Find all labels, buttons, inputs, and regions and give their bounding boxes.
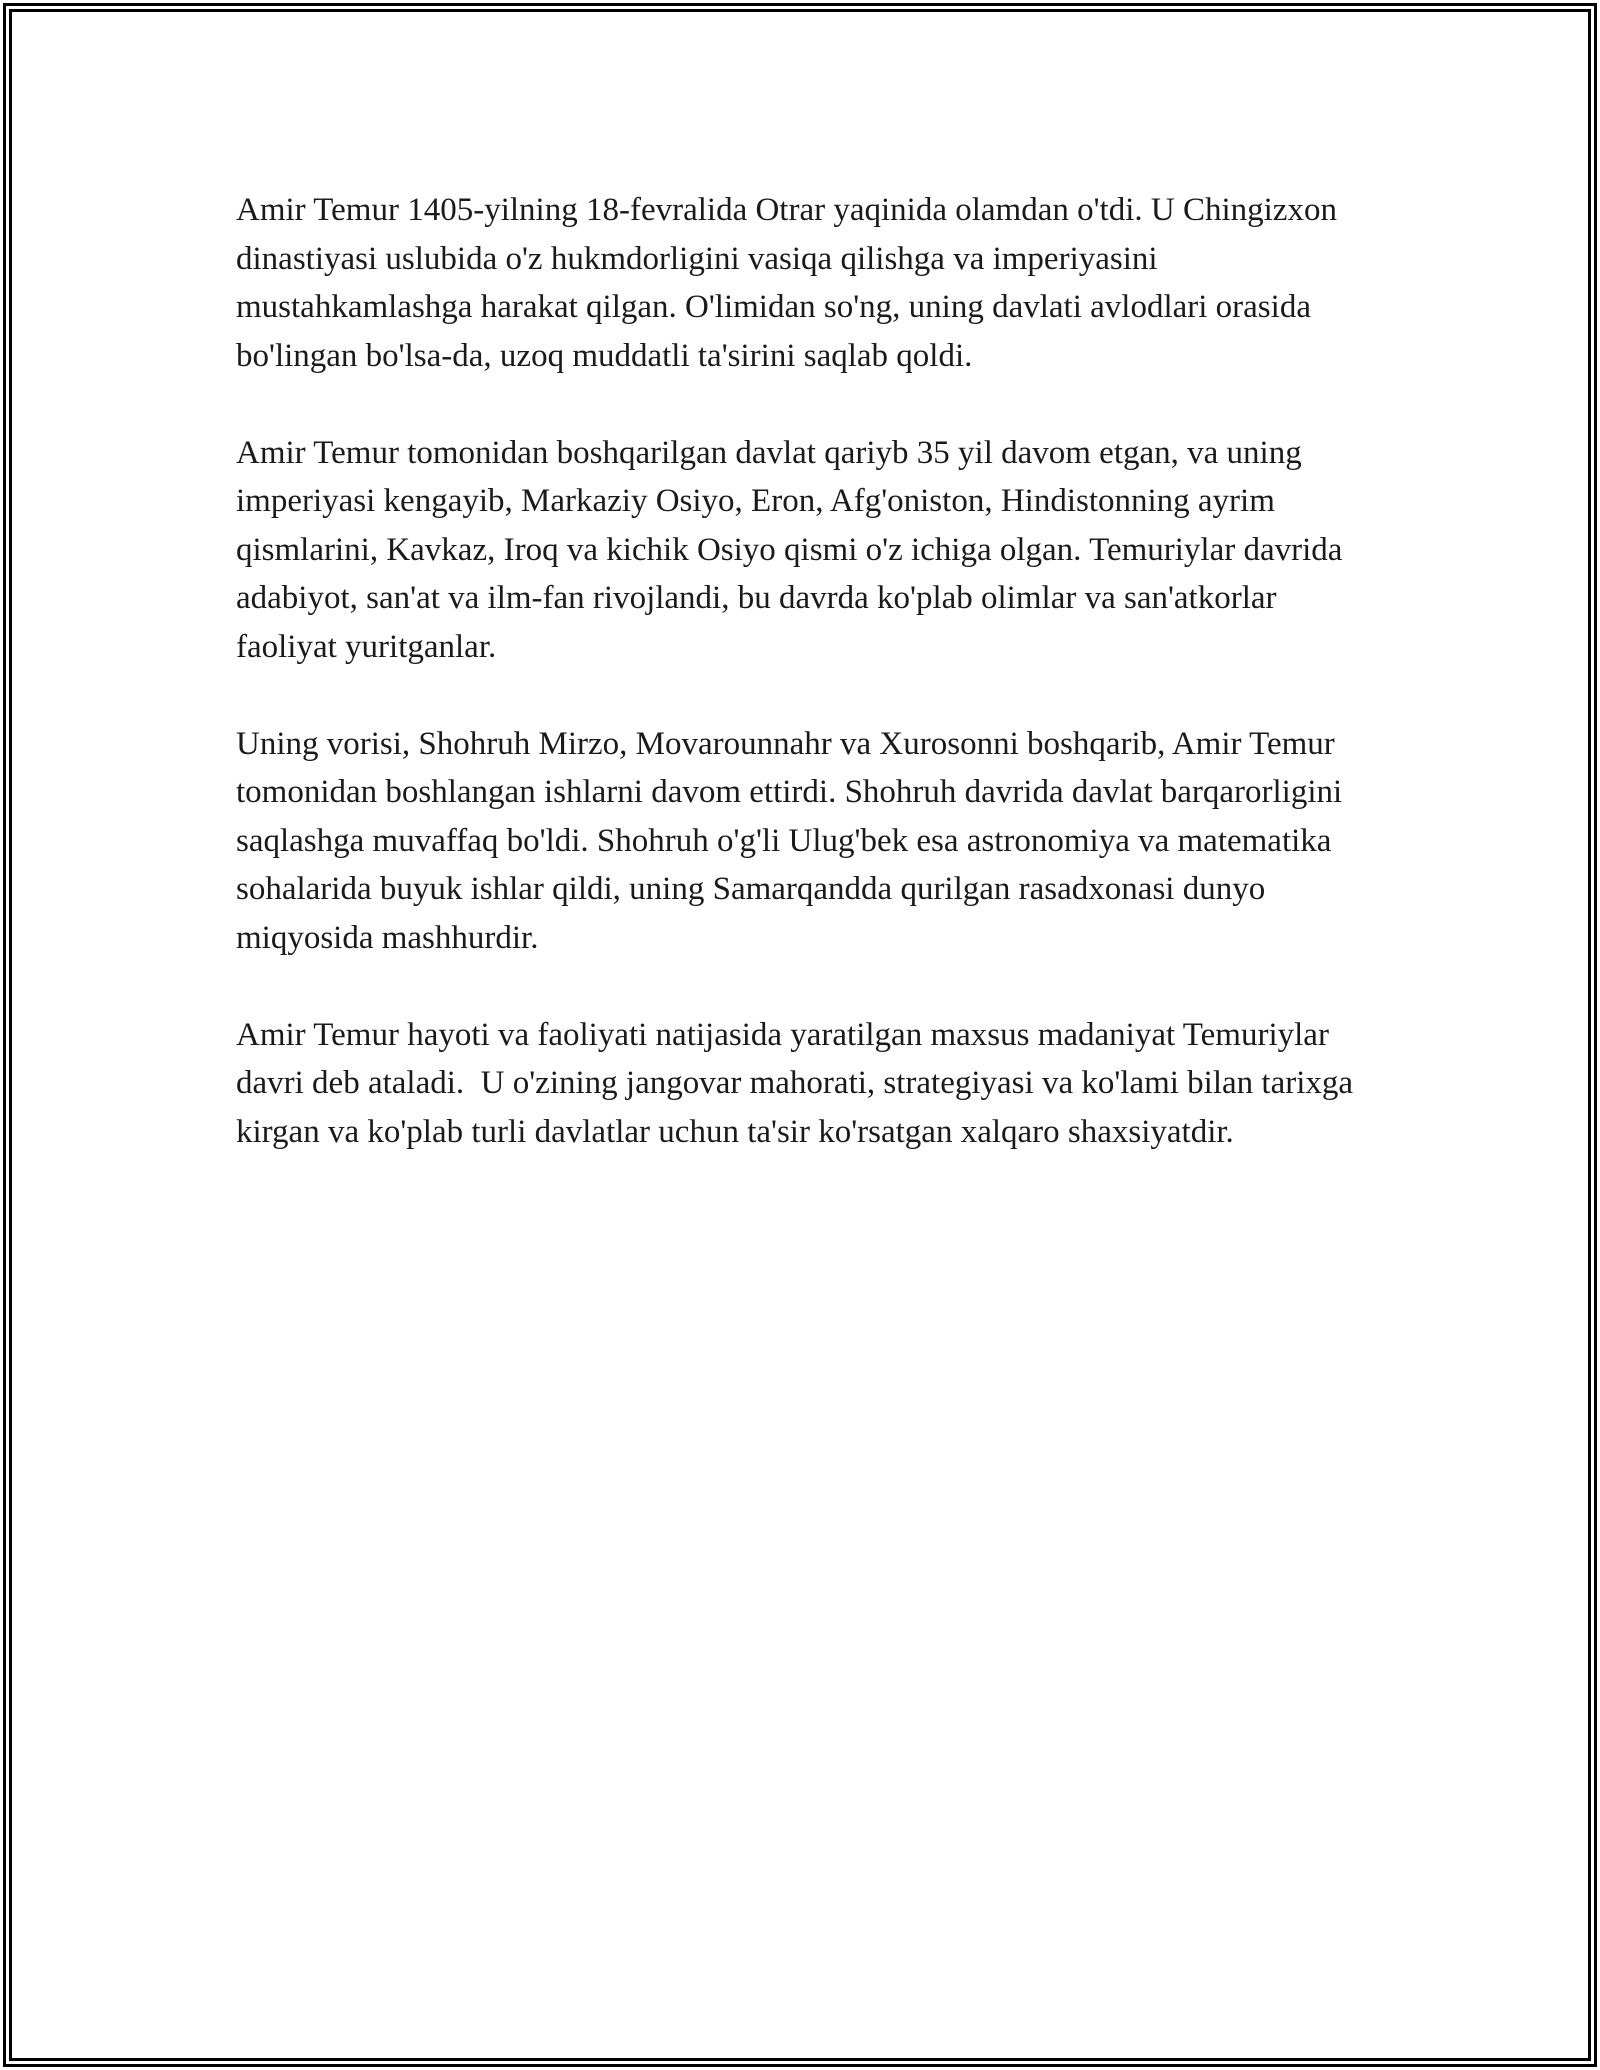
paragraph-3: Uning vorisi, Shohruh Mirzo, Movarounnahr va Xurosonni boshqarib, Amir Temur tomonidan boshlangan ishlarni davom ettirdi. Shohruh davrida davlat barqarorligini saqlashga muvaffaq bo'ldi. Shohruh o'g'li Ulug'bek esa astronomiya va matematika sohalarida buyuk ishlar qildi, uning Samarqandda qurilgan rasadxonasi dunyo miqyosida mashhurdir.	[236, 725, 1351, 956]
paragraph-4: Amir Temur hayoti va faoliyati natijasida yaratilgan maxsus madaniyat Temuriylar davri deb ataladi. U o'zining jangovar mahorati, strategiyasi va ko'lami bilan tarixga kirgan va ko'plab turli davlatlar uchun ta'sir ko'rsatgan xalqaro shaxsiyatdir.	[236, 1016, 1362, 1150]
paragraph-1: Amir Temur 1405-yilning 18-fevralida Otrar yaqinida olamdan o'tdi. U Chingizxon dinastiyasi uslubida o'z hukmdorligini vasiqa qilishga va imperiyasini mustahkamlashga harakat qilgan. O'limidan so'ng, uning davlati avlodlari orasida bo'lingan bo'lsa-da, uzoq muddatli ta'sirini saqlab qoldi.	[236, 192, 1346, 374]
paragraph-2: Amir Temur tomonidan boshqarilgan davlat qariyb 35 yil davom etgan, va uning imperiyasi kengayib, Markaziy Osiyo, Eron, Afg'oniston, Hindistonning ayrim qismlarini, Kavkaz, Iroq va kichik Osiyo qismi o'z ichiga olgan. Temuriylar davrida adabiyot, san'at va ilm-fan rivojlandi, bu davrda ko'plab olimlar va san'atkorlar faoliyat yuritganlar.	[236, 434, 1351, 665]
document-body	[236, 186, 1371, 1205]
